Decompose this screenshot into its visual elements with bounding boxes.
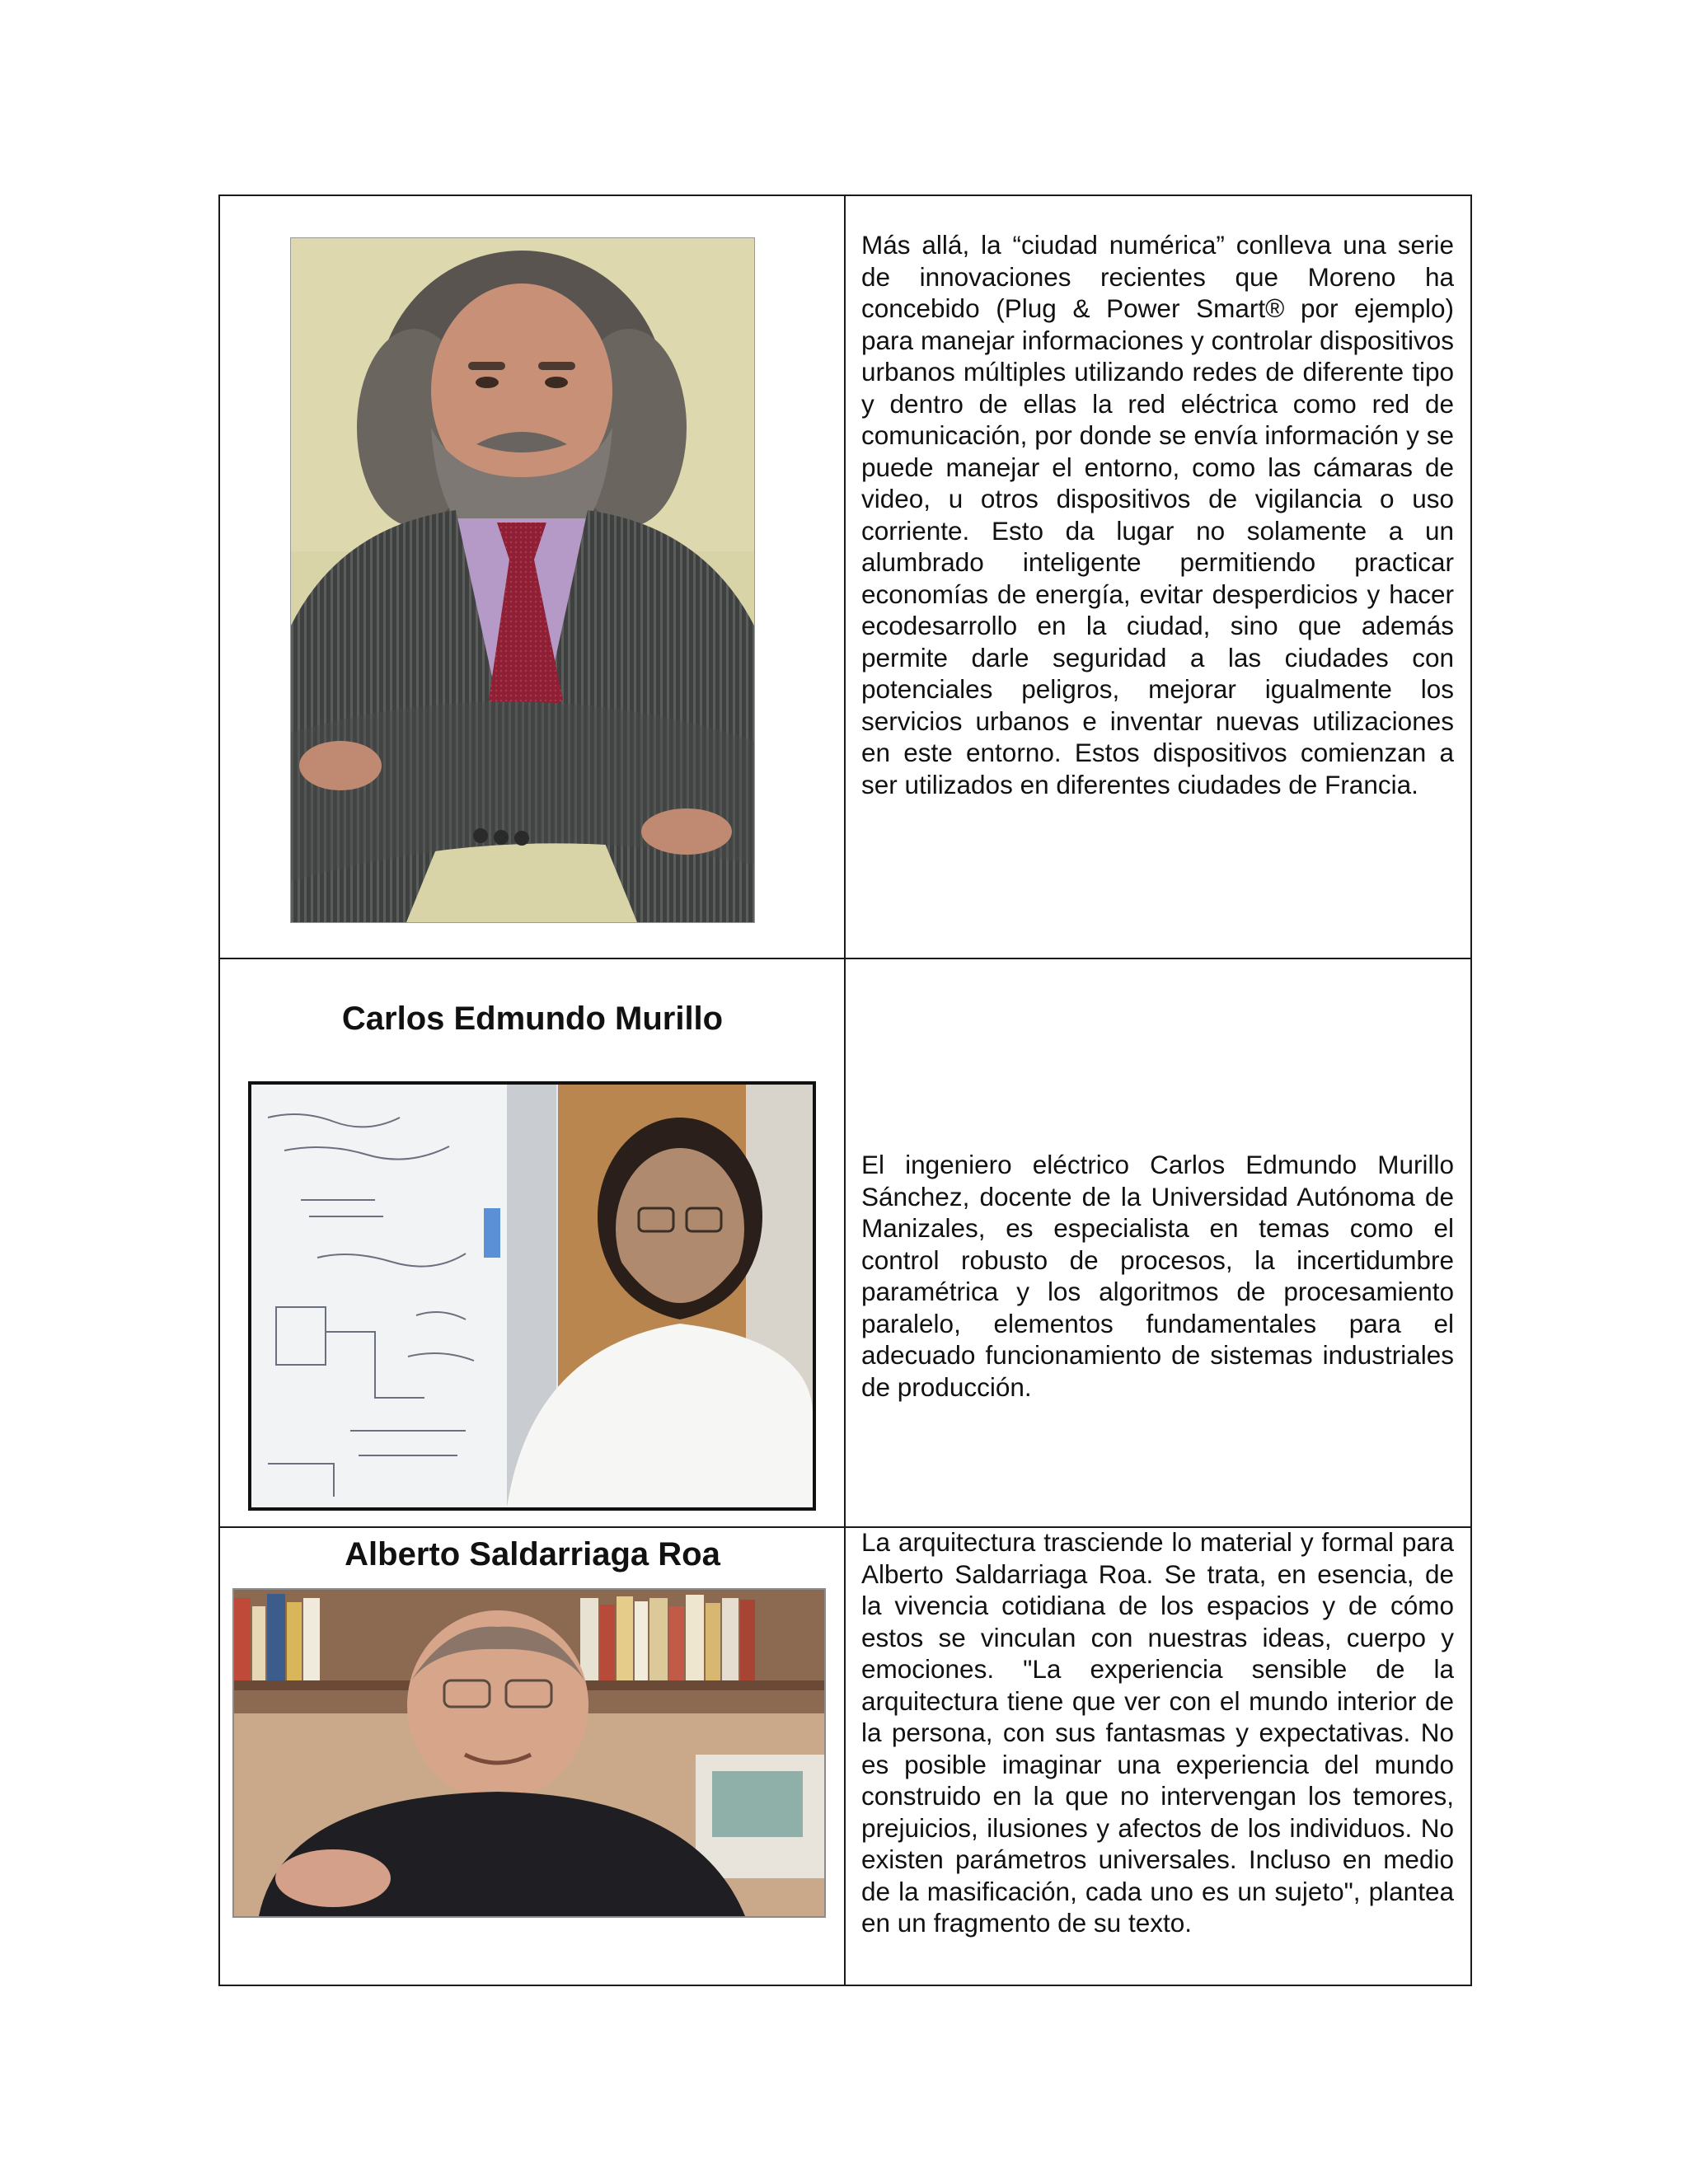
person-name: Carlos Edmundo Murillo (341, 1001, 724, 1037)
description-text: El ingeniero eléctrico Carlos Edmundo Murillo Sánchez, docente de la Universidad Autónoma de Manizales, es especialista en temas como el control robusto de procesos, la incertidumbre paramétrica y los algoritmos de procesamiento paralelo, elementos fundamentales para el adecuado funcionamiento de sistemas industriales de producción. (860, 1150, 1454, 1402)
description-text: La arquitectura trasciende lo material y formal para Alberto Saldarriaga Roa. Se trata, en esencia, de la vivencia cotidiana de los espacios y de cómo estos se vinculan con nuestras ideas, cuerpo y emociones. "La experiencia sensible de la arquitectura tiene que ver con el mundo interior de la persona, con sus fantasmas y expectativas. No es posible imaginar una experiencia del mundo construido en la que no intervengan los temores, prejuicios, ilusiones y afectos de los individuos. No existen parámetros universales. Incluso en medio de la masificación, cada uno es un sujeto", plantea en un fragmento de su texto. (860, 1527, 1454, 1938)
photo-cell (219, 958, 845, 1527)
description-cell (845, 1527, 1471, 1985)
profiles-table (218, 194, 1472, 1986)
portrait-photo-murillo (248, 1081, 816, 1511)
description-cell (845, 958, 1471, 1527)
person-name: Alberto Saldarriaga Roa (345, 1536, 720, 1572)
photo-cell (219, 195, 845, 958)
description-text: Más allá, la “ciudad numérica” conlleva una serie de innovaciones recientes que Moreno ha concebido (Plug & Power Smart® por ejemplo) para manejar informaciones y controlar dispositivos urbanos múltiples utilizando redes de diferente tipo y dentro de ellas la red eléctrica como red de comunicación, por donde se envía información y se puede manejar el entorno, como las cámaras de video, u otros dispositivos de vigilancia o uso corriente. Esto da lugar no solamente a un alumbrado inteligente permitiendo practicar economías de energía, evitar desperdicios y hacer ecodesarrollo en la ciudad, sino que además permite darle seguridad a las ciudades con potenciales peligros, mejorar igualmente los servicios urbanos e inventar nuevas utilizaciones en este entorno. Estos dispositivos comienzan a ser utilizados en diferentes ciudades de Francia. (860, 230, 1454, 799)
portrait-photo-saldarriaga (232, 1588, 826, 1918)
photo-cell (219, 1527, 845, 1985)
table-row (219, 195, 1471, 958)
table-row (219, 1527, 1471, 1985)
description-cell (845, 195, 1471, 958)
table-row (219, 958, 1471, 1527)
portrait-photo-moreno (290, 237, 755, 923)
